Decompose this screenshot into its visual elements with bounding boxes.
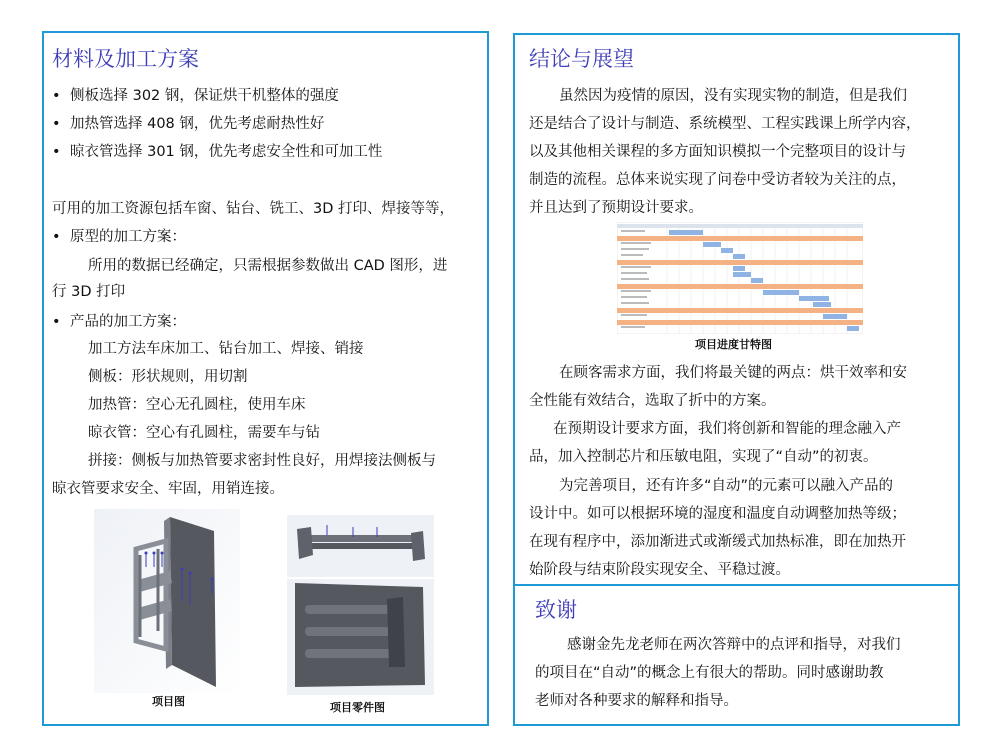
product-item-heating: 加热管：空心无孔圆柱，使用车床 <box>88 397 306 413</box>
conclusion-p2-line2: 全性能有效结合，选取了折中的方案。 <box>529 393 776 409</box>
parts-figure-caption: 项目零件图 <box>330 701 385 714</box>
conclusion-title: 结论与展望 <box>529 47 634 71</box>
project-figure <box>94 509 240 693</box>
prototype-heading: • 原型的加工方案： <box>52 227 186 247</box>
product-heading: • 产品的加工方案： <box>52 312 186 332</box>
resources-text: 可用的加工资源包括车窗、钻台、铣工、3D 打印、焊接等等， <box>52 201 454 217</box>
conclusion-p3-line2: 品，加入控制芯片和压敏电阻，实现了“自动”的初衷。 <box>529 449 878 465</box>
conclusion-p4-line4: 始阶段与结束阶段实现安全、平稳过渡。 <box>529 562 790 578</box>
product-item-side: 侧板：形状规则，用切割 <box>88 369 248 385</box>
conclusion-p2-line1: 在顾客需求方面，我们将最关键的两点：烘干效率和安 <box>559 365 907 381</box>
conclusion-p1-line5: 并且达到了预期设计要求。 <box>529 200 703 216</box>
conclusion-p1-line3: 以及其他相关课程的多方面知识模拟一个完整项目的设计与 <box>529 144 906 160</box>
product-item-joining: 拼接：侧板与加热管要求密封性良好，用焊接法侧板与 <box>88 453 436 469</box>
prototype-line-1: 所用的数据已经确定，只需根据参数做出 CAD 图形，进 <box>88 258 448 274</box>
thanks-panel <box>513 584 960 726</box>
parts-figure <box>287 515 434 695</box>
conclusion-p4-line1: 为完善项目，还有许多“自动”的元素可以融入产品的 <box>559 478 894 494</box>
product-item-drying: 晾衣管：空心有孔圆柱，需要车与钻 <box>88 425 320 441</box>
conclusion-p3-line1: 在预期设计要求方面，我们将创新和智能的理念融入产 <box>553 421 901 437</box>
conclusion-p4-line2: 设计中。如可以根据环境的湿度和温度自动调整加热等级； <box>529 506 906 522</box>
bullet-heating-tube: • 加热管选择 408 钢，优先考虑耐热性好 <box>52 114 324 134</box>
thanks-line-2: 的项目在“自动”的概念上有很大的帮助。同时感谢助教 <box>535 665 884 681</box>
conclusion-panel <box>513 33 960 586</box>
thanks-line-1: 感谢金先龙老师在两次答辩中的点评和指导，对我们 <box>567 637 901 653</box>
conclusion-p4-line3: 在现有程序中，添加渐进式或渐缓式加热标准，即在加热开 <box>529 534 906 550</box>
gantt-chart-image <box>617 222 863 334</box>
materials-panel <box>42 31 489 726</box>
product-item-methods: 加工方法车床加工、钻台加工、焊接、销接 <box>88 341 364 357</box>
bullet-side-panel: • 侧板选择 302 钢，保证烘干机整体的强度 <box>52 86 339 106</box>
thanks-title: 致谢 <box>535 598 577 622</box>
prototype-line-2: 行 3D 打印 <box>52 284 126 300</box>
thanks-line-3: 老师对各种要求的解释和指导。 <box>535 693 738 709</box>
conclusion-p1-line1: 虽然因为疫情的原因，没有实现实物的制造，但是我们 <box>559 88 907 104</box>
conclusion-p1-line4: 制造的流程。总体来说实现了问卷中受访者较为关注的点， <box>529 172 906 188</box>
bullet-drying-tube: • 晾衣管选择 301 钢，优先考虑安全性和可加工性 <box>52 142 382 162</box>
project-figure-caption: 项目图 <box>152 695 185 708</box>
product-item-joining-cont: 晾衣管要求安全、牢固，用销连接。 <box>52 481 284 497</box>
conclusion-p1-line2: 还是结合了设计与制造、系统模型、工程实践课上所学内容， <box>529 116 921 132</box>
materials-title: 材料及加工方案 <box>52 47 199 71</box>
gantt-chart-caption: 项目进度甘特图 <box>695 338 772 351</box>
